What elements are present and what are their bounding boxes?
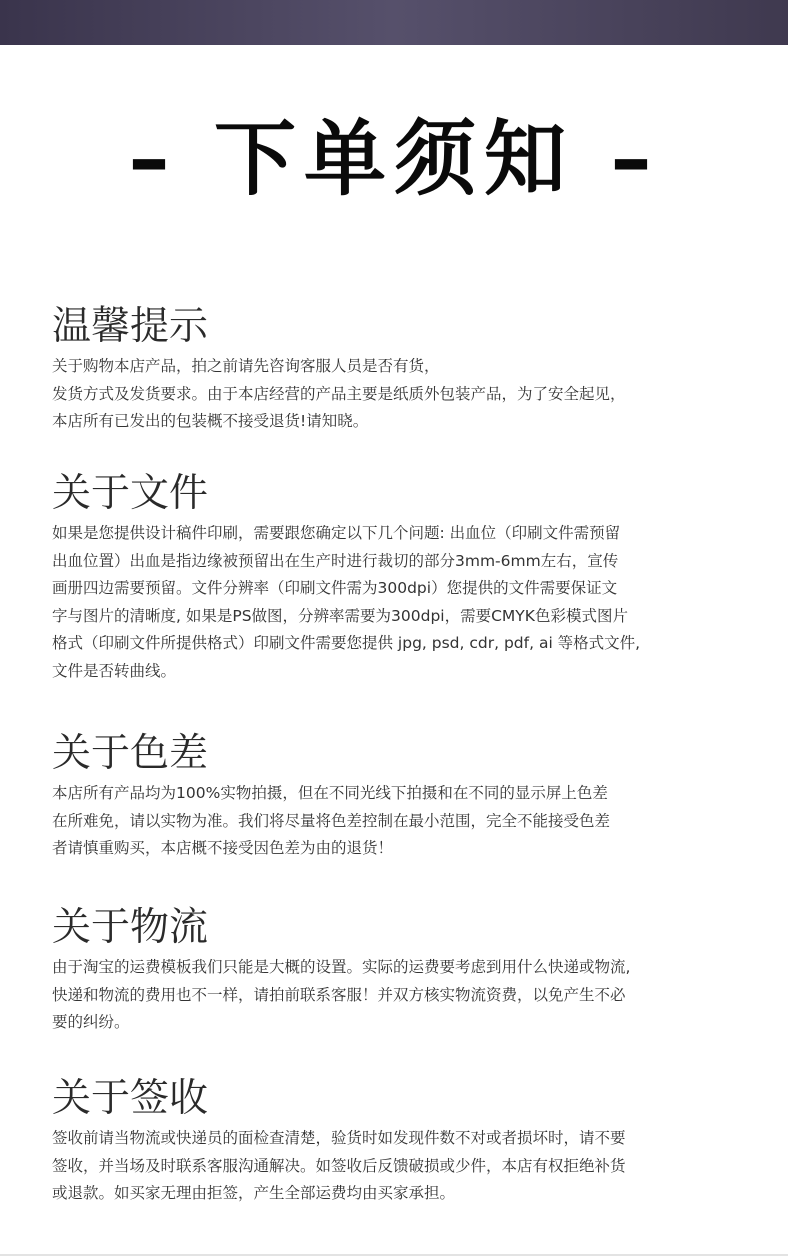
text-line: 本店所有产品均为100%实物拍摄，但在不同光线下拍摄和在不同的显示屏上色差: [52, 784, 608, 802]
text-line: 快递和物流的费用也不一样，请拍前联系客服！并双方核实物流资费，以免产生不必: [52, 985, 626, 1004]
section-receipt: [52, 1077, 752, 1208]
text-line: 由于淘宝的运费模板我们只能是大概的设置。实际的运费要考虑到用什么快递或物流,: [52, 958, 631, 976]
text-line: 文件是否转曲线。: [52, 661, 177, 680]
text-line: 如果是您提供设计稿件印刷，需要跟您确定以下几个问题: 出血位（印刷文件需预留: [52, 524, 621, 542]
text-line: 在所难免，请以实物为准。我们将尽量将色差控制在最小范围，完全不能接受色差: [52, 811, 611, 830]
page-title: – 下单须知 –: [128, 112, 660, 207]
text-line: 或退款。如买家无理由拒签，产生全部运费均由买家承担。: [52, 1184, 456, 1202]
text-line: 签收前请当物流或快递员的面检查清楚，验货时如发现件数不对或者损坏时，请不要: [52, 1129, 626, 1147]
section-body: [52, 353, 752, 436]
text-line: 签收，并当场及时联系客服沟通解决。如签收后反馈破损或少件，本店有权拒绝补货: [52, 1156, 626, 1175]
section-body: [52, 520, 752, 685]
section-body: [52, 780, 752, 863]
section-heading: 温馨提示: [52, 304, 209, 349]
section-heading: 关于色差: [52, 731, 209, 776]
section-color-difference: [52, 732, 752, 863]
text-line: 关于购物本店产品，拍之前请先咨询客服人员是否有货，: [52, 357, 440, 375]
text-line: 字与图片的清晰度, 如果是PS做图，分辨率需要为300dpi，需要CMYK色彩模式图片: [52, 606, 628, 625]
section-files: [52, 472, 752, 685]
text-line: 要的纠纷。: [52, 1013, 130, 1031]
top-banner: [0, 0, 788, 45]
text-line: 格式（印刷文件所提供格式）印刷文件需要您提供 jpg, psd, cdr, pdf, ai 等格式文件,: [52, 634, 641, 652]
text-line: 者请慎重购买，本店概不接受因色差为由的退货！: [52, 839, 394, 857]
section-heading: 关于签收: [52, 1076, 209, 1121]
section-body: [52, 1125, 752, 1208]
section-logistics: [52, 906, 752, 1037]
section-heading: 关于物流: [52, 905, 209, 950]
section-body: [52, 954, 752, 1037]
section-heading: 关于文件: [52, 471, 209, 516]
text-line: 发货方式及发货要求。由于本店经营的产品主要是纸质外包装产品，为了安全起见，: [52, 384, 626, 403]
section-tips: [52, 305, 752, 436]
text-line: 出血位置）出血是指边缘被预留出在生产时进行裁切的部分3mm-6mm左右，宣传: [52, 551, 619, 570]
text-line: 本店所有已发出的包装概不接受退货!请知晓。: [52, 412, 369, 430]
text-line: 画册四边需要预留。文件分辨率（印刷文件需为300dpi）您提供的文件需要保证文: [52, 579, 618, 597]
